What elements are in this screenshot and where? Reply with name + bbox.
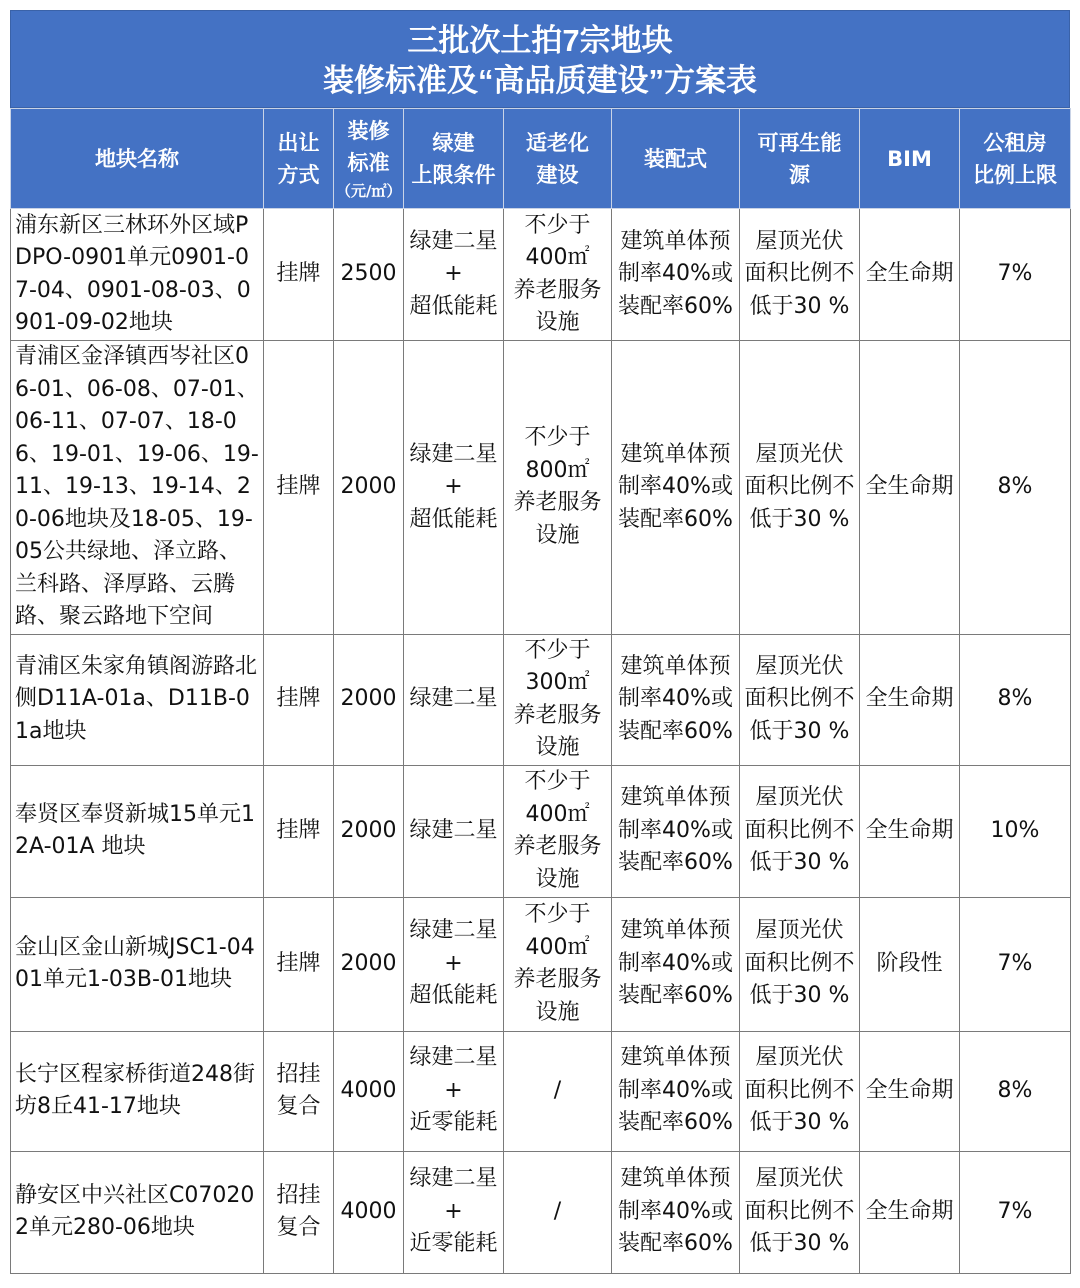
bim-cell: 全生命期 — [860, 765, 960, 897]
plot-name-cell: 青浦区朱家角镇阁游路北侧D11A-01a、D11B-01a地块 — [11, 634, 264, 765]
bim-cell: 全生命期 — [860, 341, 960, 635]
renewable-energy-cell: 屋顶光伏 面积比例不 低于30 % — [740, 765, 860, 897]
header-decoration-standard-unit: （元/㎡） — [336, 181, 402, 200]
green-building-cell: 绿建二星 — [404, 634, 504, 765]
title-line-1: 三批次土拍7宗地块 — [407, 23, 673, 58]
elderly-friendly-cell: 不少于 800㎡ 养老服务 设施 — [504, 341, 612, 635]
prefabricated-cell: 建筑单体预 制率40%或 装配率60% — [612, 897, 740, 1031]
elderly-friendly-cell: 不少于 400㎡ 养老服务 设施 — [504, 897, 612, 1031]
green-building-cell: 绿建二星 + 超低能耗 — [404, 209, 504, 341]
plot-table — [10, 108, 1071, 1274]
header-elderly-friendly: 适老化 建设 — [504, 109, 612, 209]
public-rental-ratio-cell: 8% — [960, 634, 1071, 765]
renewable-energy-cell: 屋顶光伏 面积比例不 低于30 % — [740, 341, 860, 635]
bim-cell: 全生命期 — [860, 1151, 960, 1273]
transfer-method-cell: 挂牌 — [264, 341, 334, 635]
table-row — [11, 634, 1071, 765]
header-decoration-standard-label: 装修 标准 — [347, 118, 390, 175]
green-building-cell: 绿建二星 + 超低能耗 — [404, 341, 504, 635]
table-row — [11, 1151, 1071, 1273]
header-decoration-standard — [334, 109, 404, 209]
transfer-method-cell: 招挂 复合 — [264, 1151, 334, 1273]
renewable-energy-cell: 屋顶光伏 面积比例不 低于30 % — [740, 634, 860, 765]
header-plot-name: 地块名称 — [11, 109, 264, 209]
prefabricated-cell: 建筑单体预 制率40%或 装配率60% — [612, 634, 740, 765]
public-rental-ratio-cell: 7% — [960, 209, 1071, 341]
green-building-cell: 绿建二星 + 超低能耗 — [404, 897, 504, 1031]
plot-name-cell: 金山区金山新城JSC1-0401单元1-03B-01地块 — [11, 897, 264, 1031]
plot-name-cell: 浦东新区三林环外区域PDPO-0901单元0901-07-04、0901-08-03、0901-09-02地块 — [11, 209, 264, 341]
transfer-method-cell: 挂牌 — [264, 209, 334, 341]
elderly-friendly-cell: 不少于 400㎡ 养老服务 设施 — [504, 765, 612, 897]
prefabricated-cell: 建筑单体预 制率40%或 装配率60% — [612, 341, 740, 635]
public-rental-ratio-cell: 7% — [960, 897, 1071, 1031]
plot-name-cell: 青浦区金泽镇西岑社区06-01、06-08、07-01、06-11、07-07、18-06、19-01、19-06、19-11、19-13、19-14、20-06地块及18-05、19-05公共绿地、泽立路、兰科路、泽厚路、云腾路、聚云路地下空间 — [11, 341, 264, 635]
decoration-standard-cell: 2000 — [334, 897, 404, 1031]
header-bim: BIM — [860, 109, 960, 209]
renewable-energy-cell: 屋顶光伏 面积比例不 低于30 % — [740, 897, 860, 1031]
plot-table-container — [10, 10, 1070, 1274]
bim-cell: 阶段性 — [860, 897, 960, 1031]
decoration-standard-cell: 2000 — [334, 765, 404, 897]
table-row — [11, 1031, 1071, 1151]
decoration-standard-cell: 4000 — [334, 1031, 404, 1151]
table-title — [10, 10, 1070, 108]
decoration-standard-cell: 2000 — [334, 341, 404, 635]
table-row — [11, 341, 1071, 635]
plot-name-cell: 长宁区程家桥街道248街坊8丘41-17地块 — [11, 1031, 264, 1151]
transfer-method-cell: 挂牌 — [264, 897, 334, 1031]
header-row — [11, 109, 1071, 209]
elderly-friendly-cell: 不少于 400㎡ 养老服务 设施 — [504, 209, 612, 341]
renewable-energy-cell: 屋顶光伏 面积比例不 低于30 % — [740, 1151, 860, 1273]
table-row — [11, 765, 1071, 897]
green-building-cell: 绿建二星 + 近零能耗 — [404, 1151, 504, 1273]
plot-name-cell: 静安区中兴社区C070202单元280-06地块 — [11, 1151, 264, 1273]
public-rental-ratio-cell: 8% — [960, 1031, 1071, 1151]
elderly-friendly-cell: 不少于 300㎡ 养老服务 设施 — [504, 634, 612, 765]
renewable-energy-cell: 屋顶光伏 面积比例不 低于30 % — [740, 1031, 860, 1151]
green-building-cell: 绿建二星 + 近零能耗 — [404, 1031, 504, 1151]
header-renewable-energy: 可再生能 源 — [740, 109, 860, 209]
prefabricated-cell: 建筑单体预 制率40%或 装配率60% — [612, 209, 740, 341]
bim-cell: 全生命期 — [860, 1031, 960, 1151]
table-row — [11, 209, 1071, 341]
transfer-method-cell: 挂牌 — [264, 765, 334, 897]
elderly-friendly-cell: / — [504, 1151, 612, 1273]
decoration-standard-cell: 2500 — [334, 209, 404, 341]
transfer-method-cell: 招挂 复合 — [264, 1031, 334, 1151]
plot-name-cell: 奉贤区奉贤新城15单元12A-01A 地块 — [11, 765, 264, 897]
renewable-energy-cell: 屋顶光伏 面积比例不 低于30 % — [740, 209, 860, 341]
header-prefabricated: 装配式 — [612, 109, 740, 209]
public-rental-ratio-cell: 10% — [960, 765, 1071, 897]
decoration-standard-cell: 2000 — [334, 634, 404, 765]
transfer-method-cell: 挂牌 — [264, 634, 334, 765]
header-public-rental-ratio: 公租房 比例上限 — [960, 109, 1071, 209]
public-rental-ratio-cell: 8% — [960, 341, 1071, 635]
bim-cell: 全生命期 — [860, 209, 960, 341]
table-row — [11, 897, 1071, 1031]
public-rental-ratio-cell: 7% — [960, 1151, 1071, 1273]
prefabricated-cell: 建筑单体预 制率40%或 装配率60% — [612, 765, 740, 897]
title-line-2: 装修标准及“高品质建设”方案表 — [323, 63, 757, 98]
header-green-building: 绿建 上限条件 — [404, 109, 504, 209]
header-transfer-method: 出让 方式 — [264, 109, 334, 209]
elderly-friendly-cell: / — [504, 1031, 612, 1151]
bim-cell: 全生命期 — [860, 634, 960, 765]
decoration-standard-cell: 4000 — [334, 1151, 404, 1273]
prefabricated-cell: 建筑单体预 制率40%或 装配率60% — [612, 1151, 740, 1273]
green-building-cell: 绿建二星 — [404, 765, 504, 897]
prefabricated-cell: 建筑单体预 制率40%或 装配率60% — [612, 1031, 740, 1151]
